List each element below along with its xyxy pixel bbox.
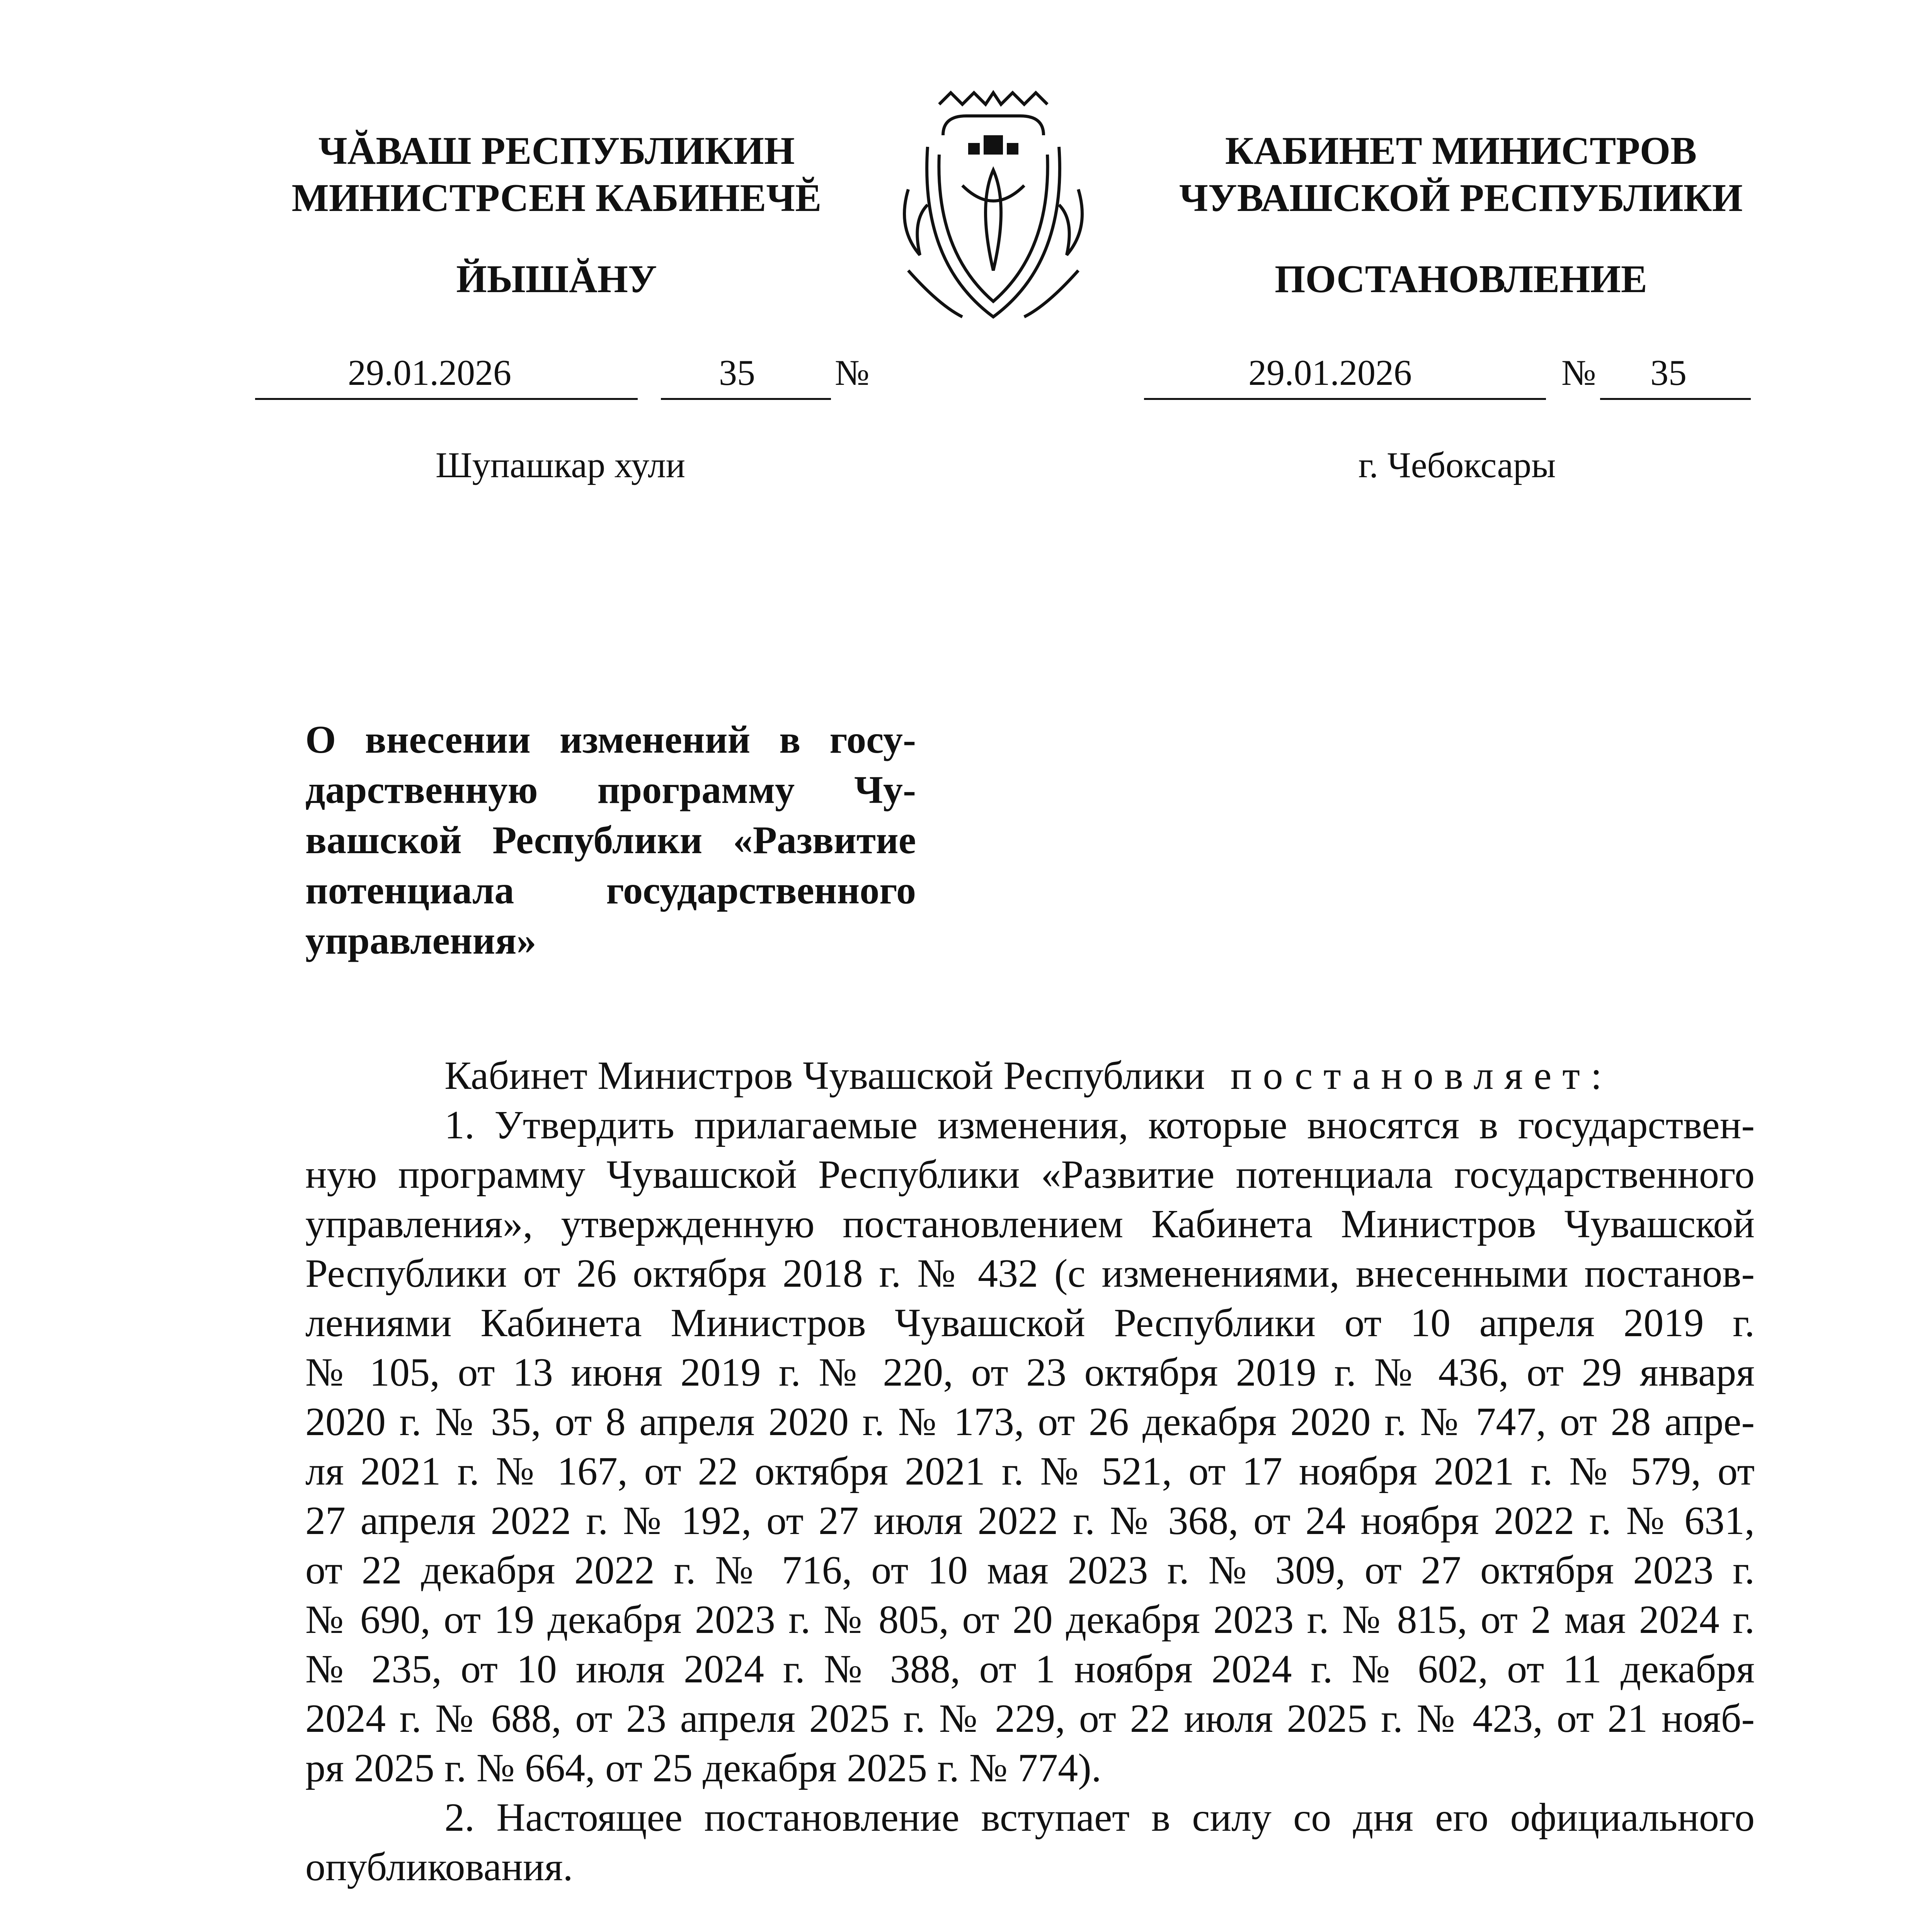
preamble (305, 1051, 1755, 1100)
header-right (1121, 128, 1801, 303)
title-line: дарственную программу Чу- (305, 768, 916, 812)
paragraph1-line: 1. Утвердить прилагаемые изменения, которые вносятся в государствен- (444, 1103, 1755, 1147)
header-right-line2: ЧУВАШСКОЙ РЕСПУБЛИКИ (1179, 176, 1743, 220)
document-title (305, 715, 916, 966)
paragraph1-line: 27 апреля 2022 г. № 192, от 27 июля 2022 г. № 368, от 24 ноября 2022 г. № 631, (305, 1498, 1755, 1543)
left-no-sign: № (835, 353, 870, 393)
city-left: Шупашкар хули (435, 445, 686, 485)
city-right: г. Чебоксары (1358, 445, 1556, 485)
paragraph1-line: лениями Кабинета Министров Чувашской Республики от 10 апреля 2019 г. (305, 1301, 1755, 1345)
document-body (305, 1051, 1755, 1892)
title-line: потенциала государственного (305, 869, 916, 912)
left-number: 35 (719, 353, 755, 393)
paragraph1-line: 2020 г. № 35, от 8 апреля 2020 г. № 173, от 26 декабря 2020 г. № 747, от 28 апре- (305, 1400, 1755, 1444)
left-number-underline (661, 398, 831, 400)
left-date: 29.01.2026 (348, 353, 511, 393)
paragraph1-line: № 690, от 19 декабря 2023 г. № 805, от 20 декабря 2023 г. № 815, от 2 мая 2024 г. (305, 1597, 1755, 1642)
right-number-underline (1600, 398, 1751, 400)
header-left (216, 128, 897, 303)
coat-of-arms-icon (885, 89, 1102, 328)
paragraph1-line: ную программу Чувашской Республики «Развитие потенциала государственного (305, 1152, 1755, 1197)
right-date-underline (1144, 398, 1546, 400)
preamble-decree: постановляет: (1230, 1053, 1613, 1098)
title-line: управления» (305, 919, 536, 963)
paragraph1-line: Республики от 26 октября 2018 г. № 432 (с изменениями, внесенными постанов- (305, 1251, 1755, 1296)
paragraph2-line: 2. Настоящее постановление вступает в силу со дня его официального (444, 1795, 1755, 1840)
left-date-underline (255, 398, 638, 400)
paragraph1-line: № 105, от 13 июня 2019 г. № 220, от 23 октября 2019 г. № 436, от 29 января (305, 1350, 1755, 1395)
header-left-line2: МИНИСТРСЕН КАБИНЕЧĔ (291, 176, 822, 220)
paragraph1-line: ля 2021 г. № 167, от 22 октября 2021 г. № 521, от 17 ноября 2021 г. № 579, от (305, 1449, 1755, 1493)
paragraph1-line: ря 2025 г. № 664, от 25 декабря 2025 г. № 774). (305, 1746, 1102, 1790)
paragraph1-line: от 22 декабря 2022 г. № 716, от 10 мая 2023 г. № 309, от 27 октября 2023 г. (305, 1548, 1755, 1592)
title-line: вашской Республики «Развитие (305, 818, 916, 862)
paragraph1-line: № 235, от 10 июля 2024 г. № 388, от 1 ноября 2024 г. № 602, от 11 декабря (305, 1647, 1755, 1691)
right-number: 35 (1650, 353, 1687, 393)
right-no-sign: № (1561, 353, 1596, 393)
paragraph1-line: 2024 г. № 688, от 23 апреля 2025 г. № 229, от 22 июля 2025 г. № 423, от 21 нояб- (305, 1696, 1755, 1741)
header-right-line1: КАБИНЕТ МИНИСТРОВ (1225, 129, 1697, 173)
paragraph1-line: управления», утвержденную постановлением Кабинета Министров Чувашской (305, 1202, 1755, 1246)
header-right-doc-type: ПОСТАНОВЛЕНИЕ (1275, 257, 1647, 301)
preamble-text: Кабинет Министров Чувашской Республики (444, 1053, 1205, 1098)
title-line: О внесении изменений в госу- (305, 718, 916, 762)
header-left-doc-type: ЙЫШĂНУ (456, 257, 657, 301)
header-left-line1: ЧĂВАШ РЕСПУБЛИКИН (318, 129, 795, 173)
right-date: 29.01.2026 (1248, 353, 1412, 393)
paragraph2-line: опубликования. (305, 1845, 573, 1889)
